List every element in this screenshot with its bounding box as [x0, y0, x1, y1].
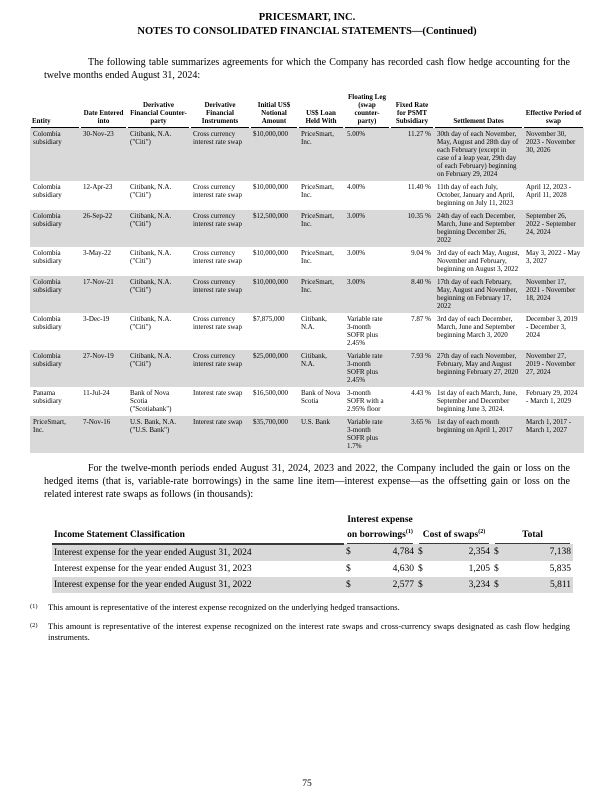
- cell-loan-held-with: PriceSmart, Inc.: [298, 210, 344, 247]
- footnote-text: This amount is representative of the interest expense recognized on the underlying hedged transactions.: [48, 602, 400, 613]
- cell-effective-period: November 30, 2023 - November 30, 2026: [523, 128, 584, 181]
- column-header-date-entered: Date Entered into: [80, 93, 127, 128]
- cell-floating-leg: 3.00%: [344, 276, 390, 313]
- cell-entity: PriceSmart, Inc.: [30, 416, 80, 453]
- cell-effective-period: September 26, 2022 - September 24, 2024: [523, 210, 584, 247]
- cell-settlement-dates: 1st day of each month beginning on April 1, 2017: [434, 416, 523, 453]
- footnote-text: This amount is representative of the interest expense recognized on the interest rate swaps and cross-currency swaps designated as cash flow hedging instruments.: [48, 620, 570, 643]
- expense-table-header-row: [52, 514, 573, 544]
- cell-notional: $10,000,000: [253, 249, 288, 257]
- cell-counterparty: Citibank, N.A. ("Citi"): [127, 350, 190, 387]
- cell-counterparty: Citibank, N.A. ("Citi"): [127, 276, 190, 313]
- cell-settlement-dates: 30th day of each November, May, August and 28th day of each February (except in case of a leap year, 29th day of each February) beginning on February 29, 2024: [434, 128, 523, 181]
- cell-effective-period: February 29, 2024 - March 1, 2029: [526, 389, 578, 405]
- column-header-fixed-rate: Fixed Rate for PSMT Subsidiary: [390, 93, 434, 128]
- cell-fixed-rate: 3.65 %: [390, 416, 434, 453]
- swap-table-header-row: [30, 93, 584, 128]
- column-header-classification: Income Statement Classification: [52, 514, 344, 544]
- cell-classification: Interest expense for the year ended August 31, 2023: [54, 564, 252, 575]
- cell-loan-held-with: PriceSmart, Inc.: [298, 128, 344, 181]
- cell-effective-period: November 17, 2021 - November 18, 2024: [523, 276, 584, 313]
- cell-entity: Colombia subsidiary: [33, 249, 62, 265]
- cell-effective-period: March 1, 2017 - March 1, 2027: [523, 416, 584, 453]
- cell-total-value: 7,138: [506, 544, 573, 561]
- currency-symbol: $: [492, 544, 506, 561]
- cell-loan-held-with: Citibank, N.A.: [298, 350, 344, 387]
- cell-total-value: 5,835: [549, 564, 571, 575]
- cell-floating-leg: 3.00%: [347, 249, 366, 257]
- cell-fixed-rate: 11.40 %: [407, 183, 431, 191]
- expense-row: [52, 561, 573, 577]
- cell-date: 3-May-22: [83, 249, 111, 257]
- swap-row: [30, 416, 584, 453]
- cell-counterparty: Citibank, N.A. ("Citi"): [130, 183, 172, 199]
- cell-date: 17-Nov-21: [80, 276, 127, 313]
- page-number: 75: [302, 779, 312, 789]
- cell-instrument: Interest rate swap: [193, 389, 243, 397]
- cell-counterparty: Bank of Nova Scotia ("Scotiabank"): [130, 389, 172, 413]
- currency-symbol: $: [492, 577, 506, 593]
- footnote-2: [30, 621, 570, 644]
- cell-instrument: Cross currency interest rate swap: [190, 210, 250, 247]
- swap-row: [30, 128, 584, 181]
- cell-effective-period: November 27, 2019 - November 27, 2024: [523, 350, 584, 387]
- cell-floating-leg: 4.00%: [347, 183, 366, 191]
- cell-instrument: Cross currency interest rate swap: [193, 249, 242, 265]
- expense-row: [52, 577, 573, 593]
- cell-fixed-rate: 10.35 %: [390, 210, 434, 247]
- swap-row: [30, 313, 584, 350]
- cell-instrument: Interest rate swap: [190, 416, 250, 453]
- swap-row: [30, 247, 584, 276]
- cell-entity: Colombia subsidiary: [30, 276, 80, 313]
- cell-loan-held-with: PriceSmart, Inc.: [301, 183, 334, 199]
- cell-entity: Panama subsidiary: [33, 389, 62, 405]
- cell-notional: $10,000,000: [250, 128, 298, 181]
- cell-classification: Interest expense for the year ended August 31, 2022: [52, 577, 344, 593]
- column-header-notional: Initial US$ Notional Amount: [250, 93, 298, 128]
- column-header-counterparty: Derivative Financial Counter-party: [127, 93, 190, 128]
- intro-paragraph: The following table summarizes agreements for which the Company has recorded cash flow hedge accounting for the twelve months ended August 31, 2024:: [44, 57, 570, 81]
- cell-effective-period: December 3, 2019 - December 3, 2024: [526, 315, 578, 339]
- interest-expense-table: [52, 514, 573, 593]
- footnote-marker: (2): [30, 621, 38, 629]
- cell-borrowings-value: 4,784: [358, 544, 416, 561]
- cell-fixed-rate: 7.93 %: [390, 350, 434, 387]
- cell-loan-held-with: Citibank, N.A.: [301, 315, 327, 331]
- cell-settlement-dates: 27th day of each November, February, May and August beginning February 27, 2020: [434, 350, 523, 387]
- middle-paragraph: For the twelve-month periods ended August 31, 2024, 2023 and 2022, the Company included the gain or loss on the hedged items (that is, variable-rate borrowings) in the same line item—interest expense—as the offsetting gain or loss on the related interest rate swaps as follows (in thousands):: [44, 463, 570, 500]
- cell-swaps-value: 3,234: [432, 577, 492, 593]
- cell-settlement-dates: 3rd day of each December, March, June and September beginning March 3, 2020: [437, 315, 516, 339]
- company-name: PRICESMART, INC.: [258, 12, 356, 23]
- cell-settlement-dates: 3rd day of each May, August, November and February, beginning on August 3, 2022: [437, 249, 520, 273]
- cell-entity: Colombia subsidiary: [33, 315, 62, 331]
- cell-counterparty: Citibank, N.A. ("Citi"): [127, 210, 190, 247]
- cell-notional: $25,000,000: [250, 350, 298, 387]
- cell-loan-held-with: PriceSmart, Inc.: [301, 249, 334, 265]
- cell-entity: Colombia subsidiary: [30, 210, 80, 247]
- cell-entity: Colombia subsidiary: [33, 183, 62, 199]
- cell-instrument: Cross currency interest rate swap: [190, 350, 250, 387]
- document-header: [0, 11, 614, 39]
- cell-borrowings-value: 2,577: [358, 577, 416, 593]
- cell-settlement-dates: 24th day of each December, March, June and September beginning December 26, 2022: [434, 210, 523, 247]
- cell-floating-leg: 3.00%: [344, 210, 390, 247]
- cell-counterparty: Citibank, N.A. ("Citi"): [130, 315, 172, 331]
- cell-fixed-rate: 7.87 %: [411, 315, 431, 323]
- cell-counterparty: U.S. Bank, N.A. ("U.S. Bank"): [127, 416, 190, 453]
- cell-settlement-dates: 11th day of each July, October, January and April, beginning on July 11, 2023: [437, 183, 515, 207]
- cell-entity: Colombia subsidiary: [30, 350, 80, 387]
- column-header-interest-expense-borrowings: Interest expense on borrowings$^{(1)}$: [344, 514, 416, 544]
- swap-row: [30, 181, 584, 210]
- cell-fixed-rate: 11.27 %: [390, 128, 434, 181]
- currency-symbol: $: [494, 564, 499, 575]
- swap-row: [30, 387, 584, 416]
- swap-agreements-table: [30, 93, 584, 453]
- document-title: NOTES TO CONSOLIDATED FINANCIAL STATEMENTS—(Continued): [137, 26, 477, 37]
- cell-date: 12-Apr-23: [83, 183, 113, 191]
- cell-swaps-value: 2,354: [432, 544, 492, 561]
- column-header-settlement-dates: Settlement Dates: [434, 93, 523, 128]
- cell-counterparty: Citibank, N.A. ("Citi"): [130, 249, 172, 265]
- cell-floating-leg: Variable rate 3-month SOFR plus 1.7%: [344, 416, 390, 453]
- currency-symbol: $: [418, 564, 423, 575]
- cell-fixed-rate: 4.43 %: [411, 389, 431, 397]
- cell-effective-period: April 12, 2023 - April 11, 2028: [526, 183, 572, 199]
- swap-row: [30, 210, 584, 247]
- cell-loan-held-with: Bank of Nova Scotia: [301, 389, 341, 405]
- cell-date: 27-Nov-19: [80, 350, 127, 387]
- column-header-cost-of-swaps: Cost of swaps$^{(2)}$: [416, 514, 492, 544]
- cell-counterparty: Citibank, N.A. ("Citi"): [127, 128, 190, 181]
- cell-date: 26-Sep-22: [80, 210, 127, 247]
- swap-row: [30, 350, 584, 387]
- cell-effective-period: May 3, 2022 - May 3, 2027: [526, 249, 581, 265]
- expense-row: [52, 544, 573, 561]
- column-header-total: Total: [492, 514, 573, 544]
- cell-notional: $10,000,000: [253, 183, 288, 191]
- cell-floating-leg: 5.00%: [344, 128, 390, 181]
- column-header-effective-period: Effective Period of swap: [523, 93, 584, 128]
- cell-floating-leg: Variable rate 3-month SOFR plus 2.45%: [347, 315, 383, 347]
- cell-instrument: Cross currency interest rate swap: [190, 276, 250, 313]
- cell-classification: Interest expense for the year ended August 31, 2024: [52, 544, 344, 561]
- cell-entity: Colombia subsidiary: [30, 128, 80, 181]
- cell-borrowings-value: 4,630: [392, 564, 414, 575]
- cell-loan-held-with: U.S. Bank: [298, 416, 344, 453]
- cell-date: 11-Jul-24: [83, 389, 110, 397]
- cell-instrument: Cross currency interest rate swap: [190, 128, 250, 181]
- column-header-loan-held-with: US$ Loan Held With: [298, 93, 344, 128]
- cell-instrument: Cross currency interest rate swap: [193, 183, 242, 199]
- column-header-instruments: Derivative Financial Instruments: [190, 93, 250, 128]
- cell-notional: $16,500,000: [253, 389, 288, 397]
- footnote-marker: (1): [30, 603, 38, 611]
- cell-notional: $10,000,000: [250, 276, 298, 313]
- currency-symbol: $: [346, 564, 351, 575]
- cell-notional: $35,700,000: [250, 416, 298, 453]
- cell-settlement-dates: 1st day of each March, June, September and December beginning June 3, 2024.: [437, 389, 518, 413]
- currency-symbol: $: [344, 544, 358, 561]
- column-header-entity: Entity: [30, 93, 80, 128]
- footnotes-section: [30, 602, 570, 644]
- footnote-1: [30, 602, 570, 614]
- cell-date: 7-Nov-16: [80, 416, 127, 453]
- cell-settlement-dates: 17th day of each February, May, August and November, beginning on February 17, 2022: [434, 276, 523, 313]
- currency-symbol: $: [344, 577, 358, 593]
- currency-symbol: $: [416, 544, 432, 561]
- currency-symbol: $: [416, 577, 432, 593]
- cell-date: 30-Nov-23: [80, 128, 127, 181]
- cell-fixed-rate: 8.40 %: [390, 276, 434, 313]
- cell-date: 3-Dec-19: [83, 315, 110, 323]
- swap-row: [30, 276, 584, 313]
- cell-swaps-value: 1,205: [468, 564, 490, 575]
- cell-fixed-rate: 9.04 %: [411, 249, 431, 257]
- column-header-floating-leg: Floating Leg (swap counter-party): [344, 93, 390, 128]
- cell-instrument: Cross currency interest rate swap: [193, 315, 242, 331]
- cell-floating-leg: Variable rate 3-month SOFR plus 2.45%: [344, 350, 390, 387]
- cell-notional: $12,500,000: [250, 210, 298, 247]
- cell-total-value: 5,811: [506, 577, 573, 593]
- cell-notional: $7,875,000: [253, 315, 285, 323]
- cell-loan-held-with: PriceSmart, Inc.: [298, 276, 344, 313]
- cell-floating-leg: 3-month SOFR with a 2.95% floor: [347, 389, 384, 413]
